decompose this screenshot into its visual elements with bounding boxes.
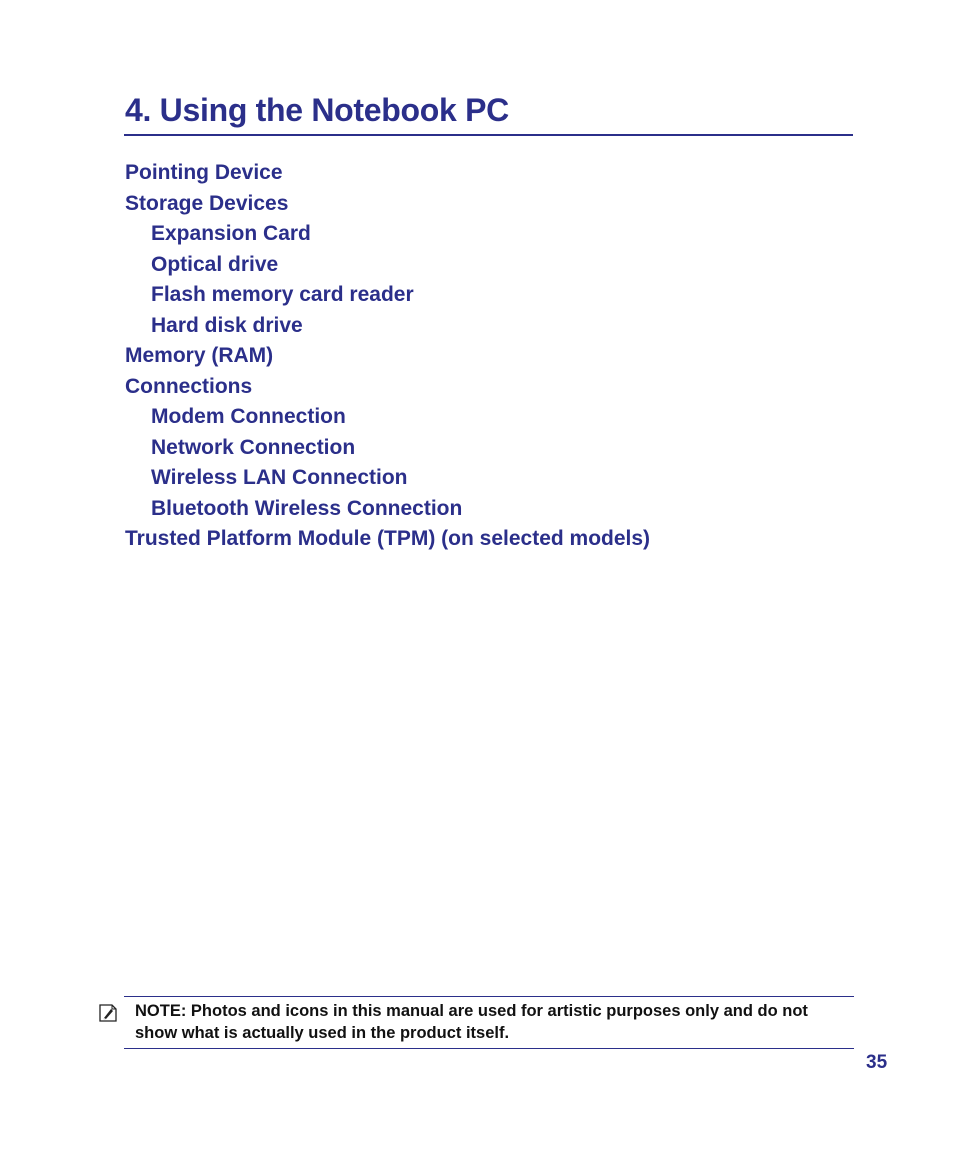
toc-item: Storage Devices	[125, 191, 289, 215]
toc-subitem: Optical drive	[151, 252, 279, 276]
chapter-title: 4. Using the Notebook PC	[125, 92, 509, 128]
toc-item: Memory (RAM)	[125, 344, 274, 367]
toc-subitem: Modem Connection	[151, 405, 346, 428]
toc-item: Pointing Device	[125, 161, 283, 184]
note-divider-bottom	[124, 1048, 854, 1049]
note-pencil-icon	[98, 1003, 118, 1023]
page-number: 35	[866, 1052, 888, 1073]
toc-subitem: Hard disk drive	[151, 313, 303, 337]
toc-subitem: Wireless LAN Connection	[151, 466, 408, 489]
toc-item: Connections	[125, 374, 253, 398]
note-divider-top	[124, 996, 854, 997]
toc-item: Trusted Platform Module (TPM) (on selected models)	[125, 527, 651, 550]
title-underline	[124, 134, 853, 136]
toc-subitem: Expansion Card	[151, 222, 311, 245]
section-contents-list	[125, 158, 650, 555]
toc-subitem: Bluetooth Wireless Connection	[151, 496, 463, 520]
toc-subitem: Flash memory card reader	[151, 283, 414, 306]
toc-subitem: Network Connection	[151, 435, 356, 459]
note-text: NOTE: Photos and icons in this manual are used for artistic purposes only and do not show what is actually used in the product itself.	[135, 1002, 808, 1042]
